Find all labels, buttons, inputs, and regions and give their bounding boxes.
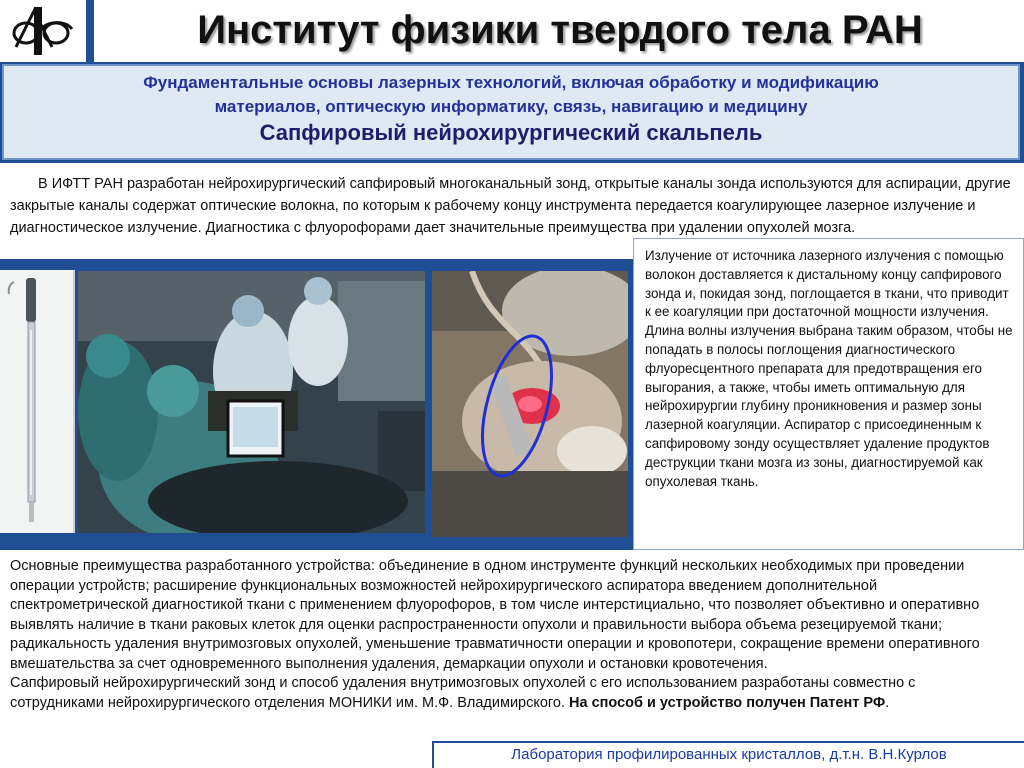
subtitle-line-2: материалов, оптическую информатику, связь, навигацию и медицину <box>214 97 808 116</box>
patent-text: Сапфировый нейрохирургический зонд и способ удаления внутримозговых опухолей с его использованием разработаны совместно с сотрудниками нейрохирургического отделения МОНИКИ им. М.Ф. Владимирского. <box>10 675 916 711</box>
advantages-paragraph: Основные преимущества разработанного устройства: объединение в одном инструменте функций нескольких необходимых при проведении операции устройств; расширение функциональных возможностей нейрохирургического аспиратора введением дополнительной спектрометрической диагностикой ткани с применением флуорофоров, в том числе интерстициально, что позволяет объективно и оперативно выявлять наличие в ткани раковых клеток для оценки распространенности опухоли и правильности выбора объема резецируемой ткани; радикальность удаления внутримозговых опухолей, уменьшение травматичности операции и кровопотери, сокращение времени оперативного вмешательства за счет одновременного выполнения удаления, демаркации опухоли и остановки кровотечения. <box>10 558 980 672</box>
patent-notice: На способ и устройство получен Патент РФ <box>569 694 886 711</box>
header <box>0 0 1024 62</box>
subtitle-box <box>2 64 1020 160</box>
issp-logo-icon <box>4 3 82 59</box>
probe-photo <box>0 270 75 533</box>
subtitle-line-1: Фундаментальные основы лазерных технологий, включая обработку и модификацию <box>143 73 879 92</box>
laser-description-box <box>633 238 1024 550</box>
lab-credit-text: Лаборатория профилированных кристаллов, д.т.н. В.Н.Курлов <box>511 746 947 763</box>
patent-paragraph <box>10 674 1010 713</box>
slide-heading: Сапфировый нейрохирургический скальпель <box>259 120 763 145</box>
surgery-closeup-photo <box>432 271 628 537</box>
advantages-section <box>0 550 1024 768</box>
header-divider <box>86 0 94 62</box>
operating-room-photo <box>78 271 425 533</box>
lab-credit <box>432 741 1024 768</box>
patent-period: . <box>885 694 890 711</box>
laser-description-text: Излучение от источника лазерного излучения с помощью волокон доставляется к дистальному концу сапфирового зонда и, покидая зонд, поглощается в ткани, что приводит к ее коагуляции при достаточной мощности излучения. Длина волны излучения выбрана таким образом, чтобы не попадать в полосы поглощения диагностического флуоресцентного препарата для предотвращения его выгорания, а также, чтобы иметь оптимальную для нейрохирургии глубину проникновения и размер зоны лазерной коагуляции. Аспиратор с присоединенным к сапфировому зонду осуществляет удаление продуктов деструкции ткани мозга из зоны, диагностируемой как опухолевая ткань. <box>645 248 1013 489</box>
intro-text: В ИФТТ РАН разработан нейрохирургический сапфировый многоканальный зонд, открытые каналы зонда используются для аспирации, другие закрытые каналы содержат оптические волокна, по которым к рабочему концу инструмента передается коагулирующее лазерное излучение и диагностическое излучение. Диагностика с флуорофорами дает значительные преимущества при удалении опухолей мозга. <box>10 176 1011 236</box>
page-title: Институт физики твердого тела РАН <box>197 8 923 52</box>
